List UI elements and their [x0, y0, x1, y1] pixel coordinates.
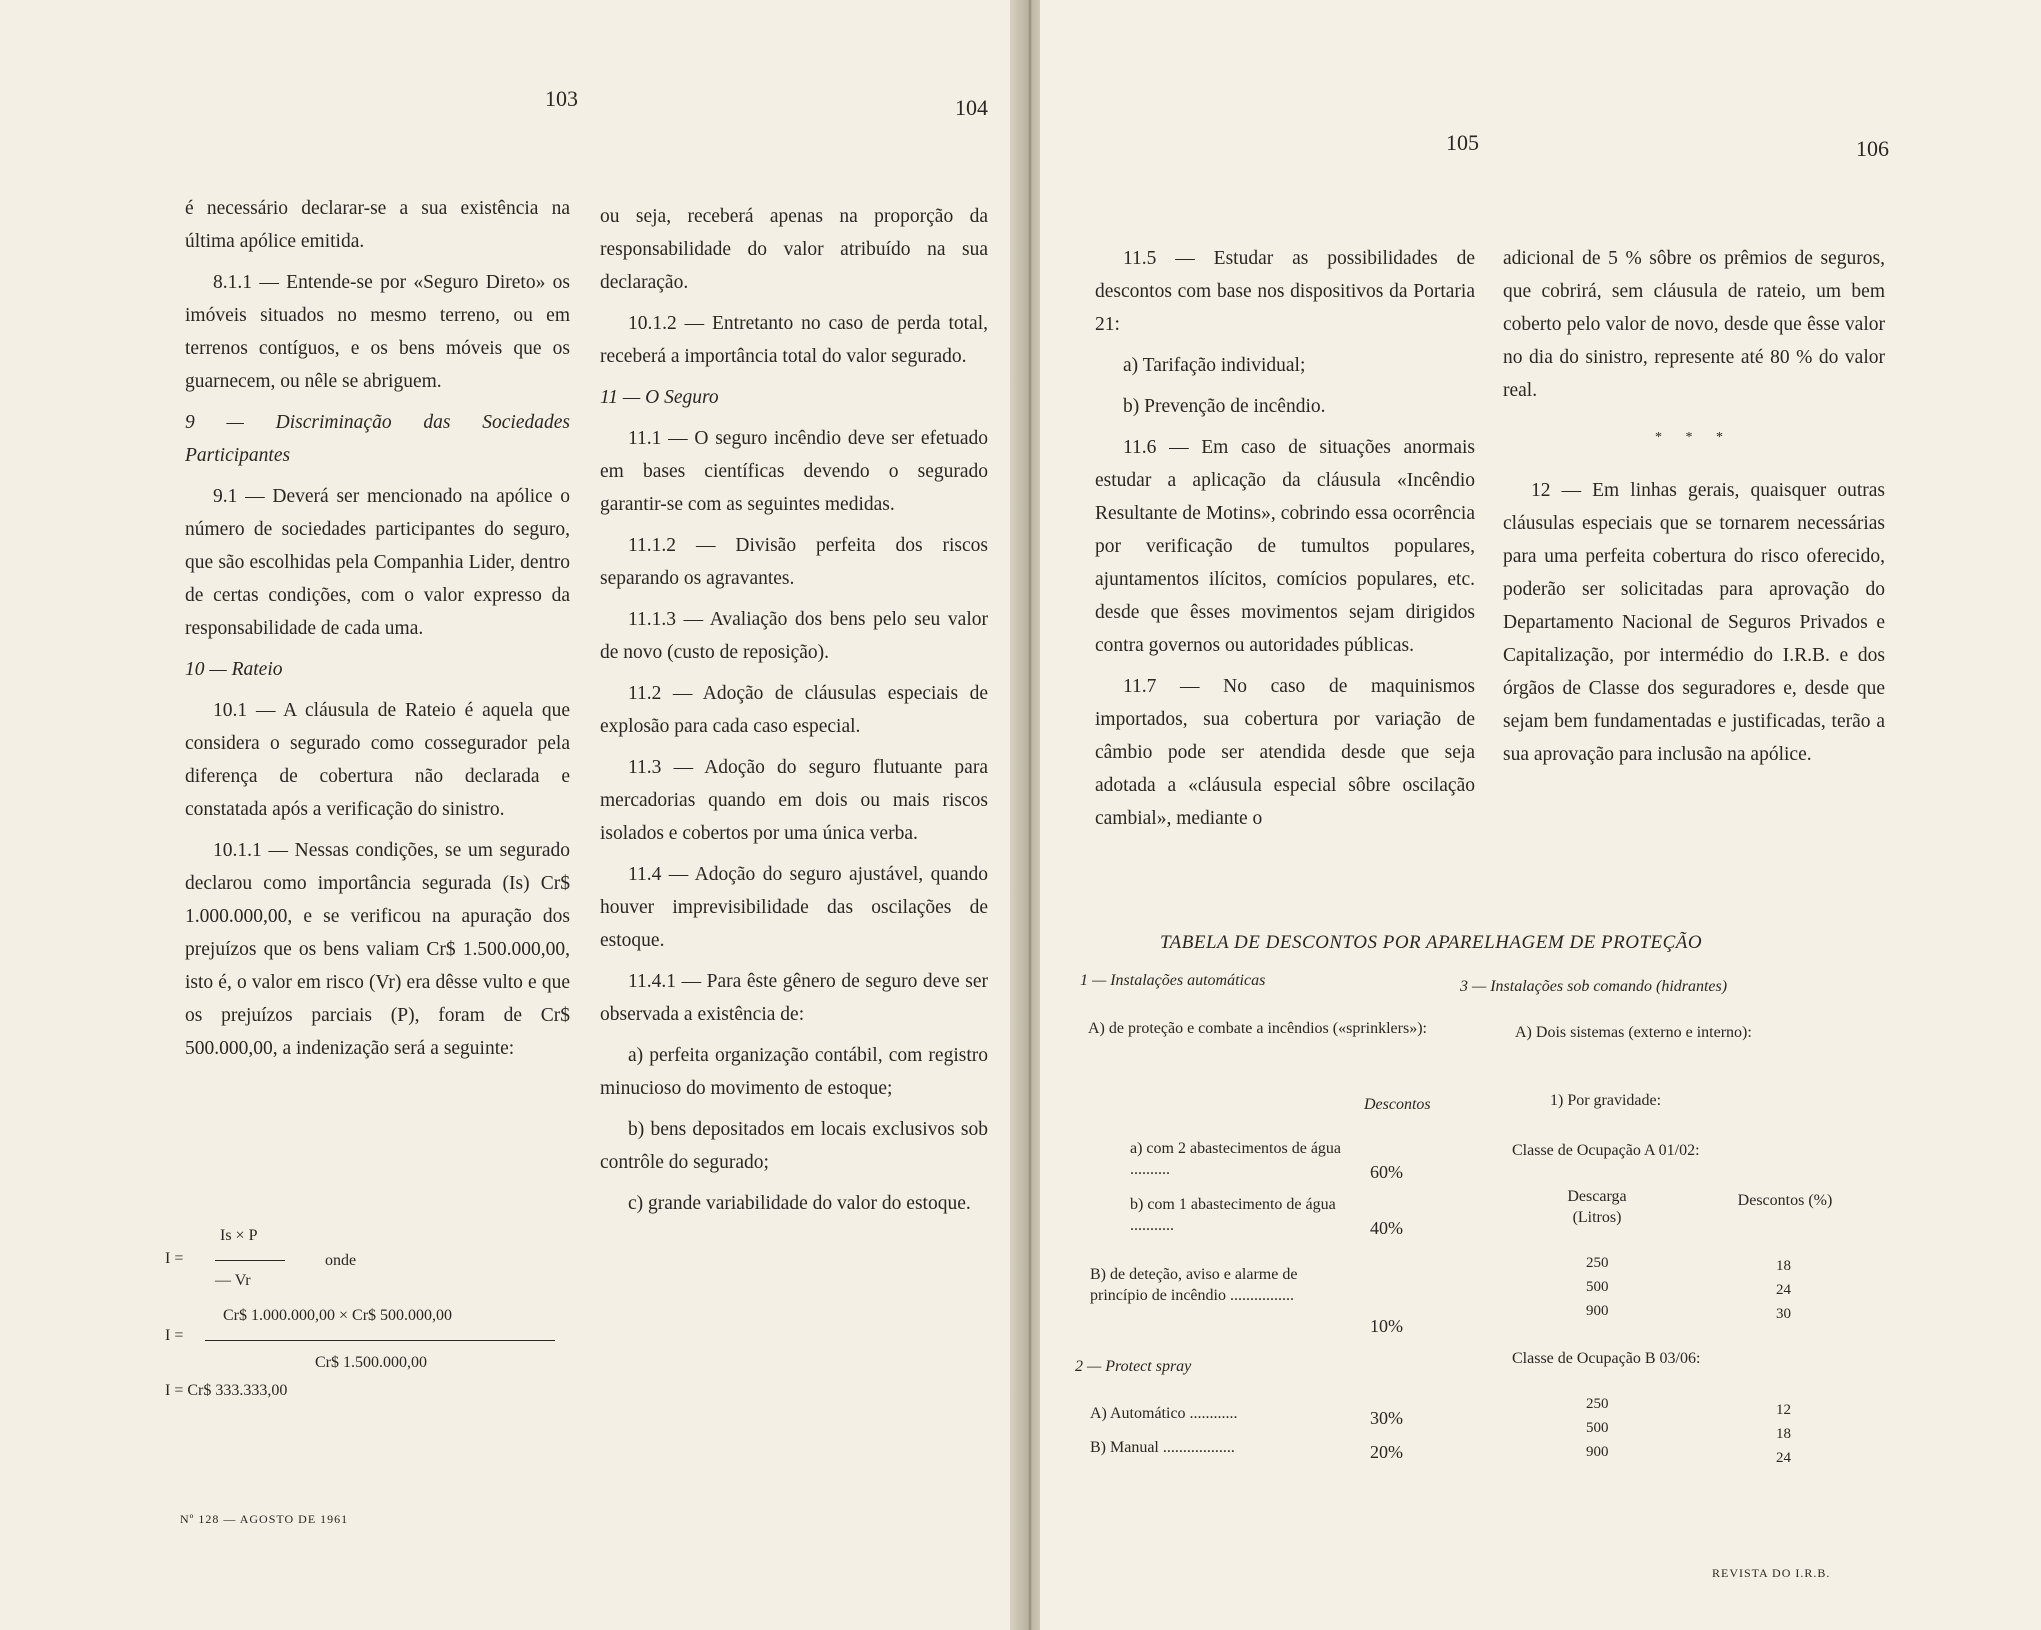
formula-numerator: Is × P [220, 1227, 258, 1244]
formula-lhs: I = [165, 1327, 184, 1344]
section-heading: 11 — O Seguro [600, 387, 719, 408]
fraction-line [215, 1260, 285, 1261]
page-number-106: 106 [1856, 136, 1889, 161]
table-item-1B: B) de deteção, aviso e alarme de princípio de incêndio ................ [1090, 1266, 1298, 1304]
paragraph: 11.5 — Estudar as possibilidades de descontos com base nos dispositivos da Portaria 21: [1095, 248, 1475, 335]
paragraph: 11.1.2 — Divisão perfeita dos riscos separando os agravantes. [600, 535, 988, 589]
page-number-105: 105 [1446, 130, 1479, 155]
table-section-3: 3 — Instalações sob comando (hidrantes) [1460, 978, 1728, 995]
paragraph: 10.1.1 — Nessas condições, se um segurado declarou como importância segurada (Is) Cr$ 1.000.000,00, e se verificou na apuração dos prejuízos que os bens valiam Cr$ 1.500.000,00, isto é, o valor em risco (Vr) era dêsse vulto e que os prejuízos parciais (P), foram de Cr$ 500.000,00, a indenização será a seguinte: [185, 840, 570, 1059]
list-item: b) Prevenção de incêndio. [1123, 396, 1326, 417]
occupation-class-B: Classe de Ocupação B 03/06: [1512, 1350, 1701, 1367]
paragraph: 11.3 — Adoção do seguro flutuante para mercadorias quando em dois ou mais riscos isolados e cobertos por uma única verba. [600, 757, 988, 844]
page-number-103: 103 [545, 86, 578, 111]
discount-value: 40% [1370, 1218, 1403, 1238]
paragraph: 11.1 — O seguro incêndio deve ser efetuado em bases científicas devendo o segurado garantir-se com as seguintes medidas. [600, 428, 988, 515]
litros-value: 250 [1586, 1396, 1609, 1412]
paragraph: a) perfeita organização contábil, com registro minucioso do movimento de estoque; [600, 1045, 988, 1099]
paragraph: 9.1 — Deverá ser mencionado na apólice o número de sociedades participantes do seguro, que são escolhidas pela Companhia Lider, dentro de certas condições, com o valor expresso da responsabilidade de cada uma. [185, 486, 570, 639]
journal-footer: REVISTA DO I.R.B. [1712, 1566, 1831, 1580]
discount-value: 30% [1370, 1408, 1403, 1428]
table-item-2B: B) Manual .................. [1090, 1439, 1235, 1456]
formula-denominator: Cr$ 1.500.000,00 [315, 1354, 427, 1371]
descarga-header: Descarga (Litros) [1567, 1188, 1627, 1226]
formula-lhs: I = [165, 1250, 184, 1267]
paragraph: 11.2 — Adoção de cláusulas especiais de explosão para cada caso especial. [600, 683, 988, 737]
litros-value: 250 [1586, 1255, 1609, 1271]
fraction-line [205, 1340, 555, 1341]
page-number-104: 104 [955, 95, 988, 120]
paragraph: 10.1 — A cláusula de Rateio é aquela que considera o segurado como cossegurador pela diferença de cobertura não declarada e constatada após a verificação do sinistro. [185, 700, 570, 820]
issue-footer: Nº 128 — AGOSTO DE 1961 [180, 1512, 349, 1526]
formula-onde: onde [325, 1252, 357, 1269]
section-heading: 9 — Discriminação das Sociedades Participantes [185, 412, 570, 466]
indemnity-formula [165, 1222, 565, 1402]
formula-result: I = Cr$ 333.333,00 [165, 1382, 288, 1399]
table-item-3A1: 1) Por gravidade: [1550, 1092, 1662, 1109]
column-page-105 [1095, 242, 1475, 843]
table-section-1: 1 — Instalações automáticas [1080, 972, 1266, 989]
paragraph: é necessário declarar-se a sua existência na última apólice emitida. [185, 198, 570, 252]
column-page-104 [600, 200, 988, 1228]
discount-value: 12 [1776, 1402, 1791, 1418]
paragraph: 11.7 — No caso de maquinismos importados, sua cobertura por variação de câmbio pode ser atendida desde que seja adotada a «cláusula especial sôbre oscilação cambial», mediante o [1095, 676, 1475, 829]
paragraph: 8.1.1 — Entende-se por «Seguro Direto» os imóveis situados no mesmo terreno, ou em terrenos contíguos, e os bens móveis que os guarnecem, ou nêle se abriguem. [185, 272, 570, 392]
descontos-pct-header: Descontos (%) [1737, 1192, 1833, 1209]
section-heading: 10 — Rateio [185, 659, 283, 680]
paragraph: 11.1.3 — Avaliação dos bens pelo seu valor de novo (custo de reposição). [600, 609, 988, 663]
paragraph: b) bens depositados em locais exclusivos sob contrôle do segurado; [600, 1119, 988, 1173]
occupation-class-A: Classe de Ocupação A 01/02: [1512, 1142, 1700, 1159]
table-item-3A: A) Dois sistemas (externo e interno): [1515, 1024, 1752, 1041]
list-item: a) Tarifação individual; [1123, 355, 1306, 376]
table-item-1Ab: b) com 1 abastecimento de água ........... [1130, 1196, 1336, 1234]
table-item-1Aa: a) com 2 abastecimentos de água .......... [1130, 1140, 1342, 1178]
discount-value: 30 [1776, 1306, 1791, 1322]
discount-value: 18 [1776, 1426, 1791, 1442]
litros-value: 500 [1586, 1279, 1609, 1295]
column-page-106 [1503, 242, 1885, 779]
discount-value: 24 [1776, 1282, 1791, 1298]
table-item-1A: A) de proteção e combate a incêndios («sprinklers»): [1088, 1020, 1427, 1037]
paragraph: 11.6 — Em caso de situações anormais estudar a aplicação da cláusula «Incêndio Resultante de Motins», cobrindo essa ocorrência por verificação de tumultos populares, ajuntamentos ilícitos, comícios populares, etc. desde que êsses movimentos sejam dirigidos contra governos ou autoridades públicas. [1095, 437, 1475, 656]
column-page-103 [185, 192, 570, 1073]
discount-value: 24 [1776, 1450, 1791, 1466]
discount-value: 60% [1370, 1162, 1403, 1182]
discount-value: 10% [1370, 1316, 1403, 1336]
discount-value: 20% [1370, 1442, 1403, 1462]
litros-value: 500 [1586, 1420, 1609, 1436]
right-page [1040, 0, 2041, 1630]
left-page [0, 0, 1020, 1630]
litros-value: 900 [1586, 1303, 1609, 1319]
litros-value: 900 [1586, 1444, 1609, 1460]
paragraph: adicional de 5 % sôbre os prêmios de seguros, que cobrirá, sem cláusula de rateio, um bem coberto pelo valor de novo, desde que êsse valor no dia do sinistro, represente até 80 % do valor real. [1503, 248, 1885, 401]
descontos-header: Descontos [1364, 1096, 1431, 1113]
section-separator: * * * [1655, 430, 1733, 445]
table-section-2: 2 — Protect spray [1075, 1358, 1192, 1375]
paragraph: ou seja, receberá apenas na proporção da responsabilidade do valor atribuído na sua declaração. [600, 206, 988, 293]
table-item-2A: A) Automático ............ [1090, 1405, 1238, 1422]
formula-numerator: Cr$ 1.000.000,00 × Cr$ 500.000,00 [223, 1307, 453, 1324]
paragraph: c) grande variabilidade do valor do estoque. [628, 1193, 971, 1214]
paragraph: 11.4.1 — Para êste gênero de seguro deve ser observada a existência de: [600, 971, 988, 1025]
paragraph: 12 — Em linhas gerais, quaisquer outras cláusulas especiais que se tornarem necessárias para uma perfeita cobertura do risco oferecido, poderão ser solicitadas para aprovação do Departamento Nacional de Seguros Privados e Capitalização, por intermédio do I.R.B. e dos órgãos de Classe dos seguradores e, desde que sejam bem fundamentadas e justificadas, terão a sua aprovação para inclusão na apólice. [1503, 480, 1885, 765]
paragraph: 10.1.2 — Entretanto no caso de perda total, receberá a importância total do valor segurado. [600, 313, 988, 367]
formula-denominator: — Vr [215, 1272, 251, 1289]
discount-value: 18 [1776, 1258, 1791, 1274]
paragraph: 11.4 — Adoção do seguro ajustável, quando houver imprevisibilidade das oscilações de estoque. [600, 864, 988, 951]
table-title: TABELA DE DESCONTOS POR APARELHAGEM DE PROTEÇÃO [1160, 932, 1703, 953]
